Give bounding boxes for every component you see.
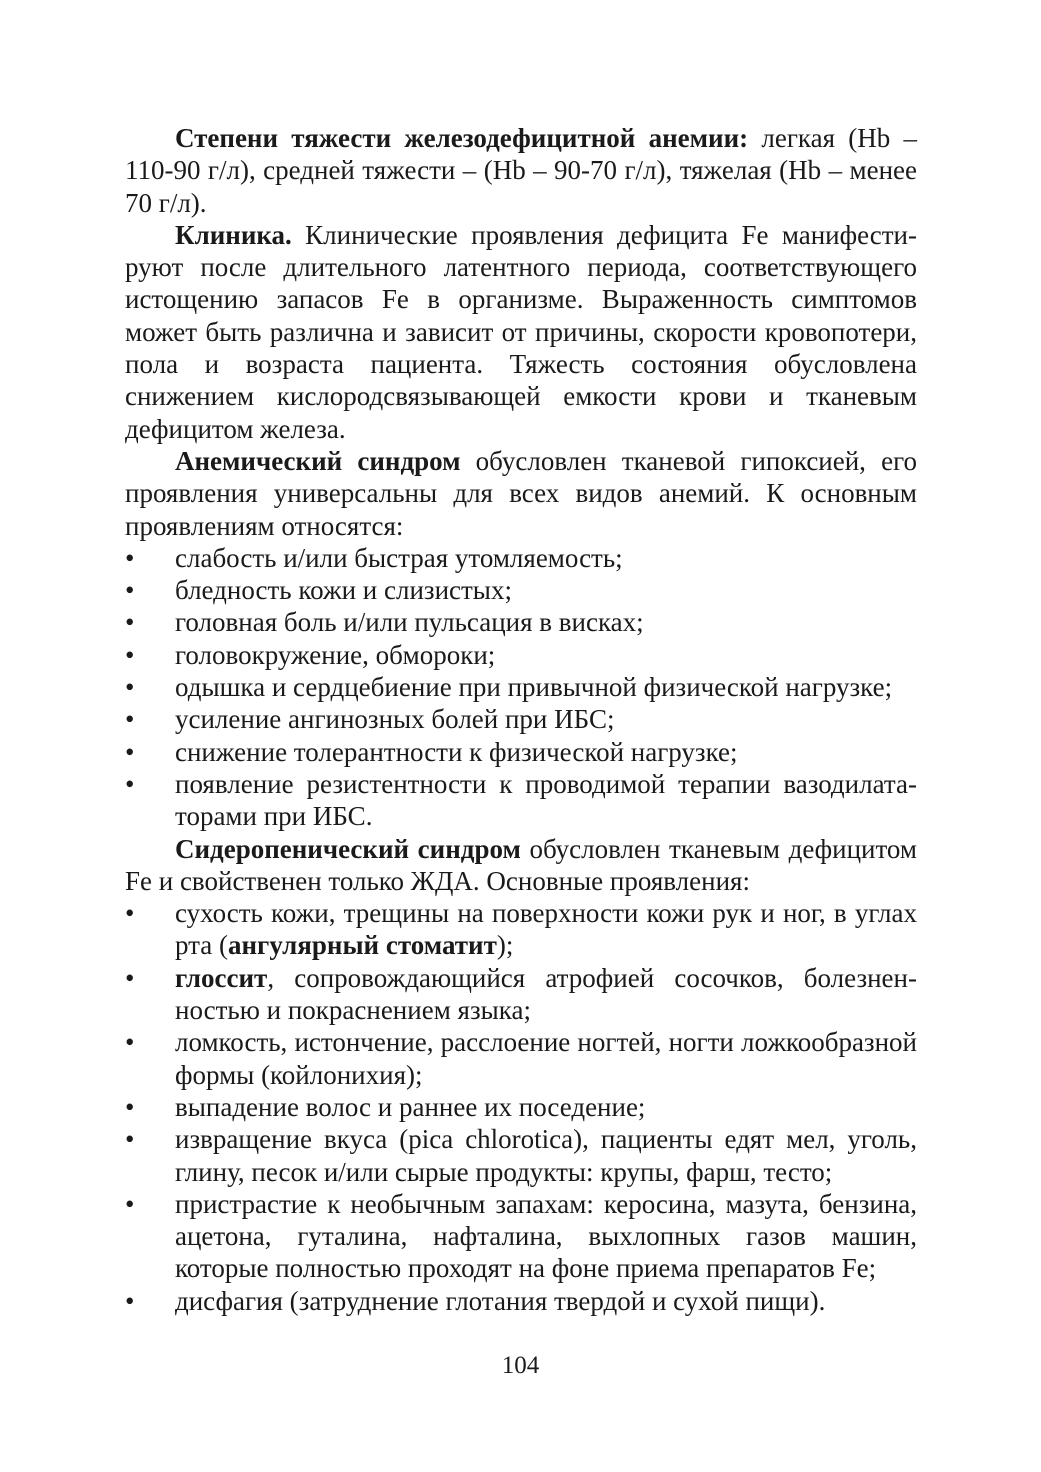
list-item: [125, 639, 917, 671]
list-item-text: дисфагия (затруднение глотания твердой и сухой пищи).: [175, 1285, 826, 1316]
list-item: [125, 542, 917, 574]
list-item-text: головная боль и/или пульсация в висках;: [175, 607, 644, 638]
text-anemic-syndrome: обусловлен тканевой гипоксией, его проявления универсальны для всех видов анемий. К основным проявлениям относятся:: [125, 445, 917, 541]
list-item: [125, 606, 917, 638]
paragraph-severity: [125, 122, 917, 219]
heading-clinic: Клиника.: [175, 219, 292, 250]
bullet: •: [125, 672, 135, 703]
list-item: [125, 897, 917, 962]
list-item-text: бледность кожи и слизистых;: [175, 575, 512, 606]
page-content: [125, 122, 917, 1317]
list-item-text: , сопровождающийся атрофией сосочков, болезненностью и покраснением языка;: [175, 962, 917, 1026]
list-item-text-end: );: [496, 930, 514, 961]
heading-anemic-syndrome: Анемический синдром: [175, 445, 461, 476]
list-item-text: ломкость, истончение, расслоение ногтей, ногти ложкообразной формы (койлонихия);: [175, 1027, 917, 1090]
list-item: [125, 703, 917, 735]
list-item: [125, 671, 917, 703]
bullet: •: [125, 768, 135, 799]
list-item: [125, 574, 917, 606]
list-item-text: снижение толерантности к физической нагрузке;: [175, 736, 738, 767]
page-number: 104: [501, 1352, 540, 1379]
list-item: [125, 1123, 917, 1188]
list-item-text: усиление ангинозных болей при ИБС;: [175, 704, 615, 735]
list-item: [125, 1026, 917, 1091]
heading-severity: Степени тяжести железодефицитной анемии:: [175, 123, 749, 153]
bullet: •: [125, 607, 135, 638]
list-item-text: появление резистентности к проводимой терапии вазодилататорами при ИБС.: [175, 768, 917, 832]
heading-sideropenic-syndrome: Сидеропенический синдром: [175, 833, 521, 864]
bullet: •: [125, 1124, 135, 1155]
bullet: •: [125, 1285, 135, 1316]
text-sideropenic-syndrome: обусловлен тканевым дефицитом Fe и свойственен только ЖДА. Основные проявления:: [125, 833, 917, 896]
list-item-text: сухость кожи, трещины на поверхности кожи рук и ног, в углах рта (: [175, 898, 917, 961]
list-item: [125, 1285, 917, 1317]
list-item-text: выпадение волос и раннее их поседение;: [175, 1091, 646, 1122]
term-glossitis: глоссит: [175, 962, 268, 993]
list-item-text: головокружение, обмороки;: [175, 639, 496, 670]
list-item-text: слабость и/или быстрая утомляемость;: [175, 542, 623, 573]
paragraph-sideropenic-syndrome: [125, 833, 917, 898]
paragraph-anemic-syndrome: [125, 445, 917, 542]
bullet: •: [125, 639, 135, 670]
bullet: •: [125, 1027, 135, 1058]
bullet: •: [125, 736, 135, 767]
bullet: •: [125, 962, 135, 993]
bullet: •: [125, 1091, 135, 1122]
bullet: •: [125, 1188, 135, 1219]
text-severity: легкая (Hb – 110-90 г/л), средней тяжести – (Hb – 90-70 г/л), тяжелая (Hb – менее 70 г/л).: [125, 123, 917, 218]
list-item-text: пристрастие к необычным запахам: керосина, мазута, бензина, ацетона, гуталина, нафталина, выхлопных газов машин, которые полностью проходят на фоне приема препаратов Fe;: [175, 1188, 917, 1284]
term-angular-stomatitis: ангулярный стоматит: [228, 930, 497, 961]
bullet: •: [125, 704, 135, 735]
paragraph-clinic: [125, 219, 917, 445]
bullet: •: [125, 898, 135, 929]
list-item: [125, 1091, 917, 1123]
list-item-text: одышка и сердцебиение при привычной физической нагрузке;: [175, 672, 893, 703]
list-item: [125, 768, 917, 833]
list-item: [125, 1188, 917, 1285]
list-item: [125, 962, 917, 1027]
anemic-symptoms-list: [125, 542, 917, 833]
list-item: [125, 736, 917, 768]
bullet: •: [125, 542, 135, 573]
list-item-text: извращение вкуса (pica chlorotica), пациенты едят мел, уголь, глину, песок и/или сырые продукты: крупы, фарш, тесто;: [175, 1124, 917, 1187]
bullet: •: [125, 575, 135, 606]
sideropenic-symptoms-list: [125, 897, 917, 1317]
text-clinic: Клинические проявления дефицита Fe манифестируют после длительного латентного периода, соответствующего истощению запасов Fe в организме. Выраженность симптомов может быть различна и зависит от причины, скорости кровопотери, пола и возраста пациента. Тяжесть состояния обусловлена снижением кислородсвязывающей емкости крови и тканевым дефицитом железа.: [125, 219, 917, 444]
